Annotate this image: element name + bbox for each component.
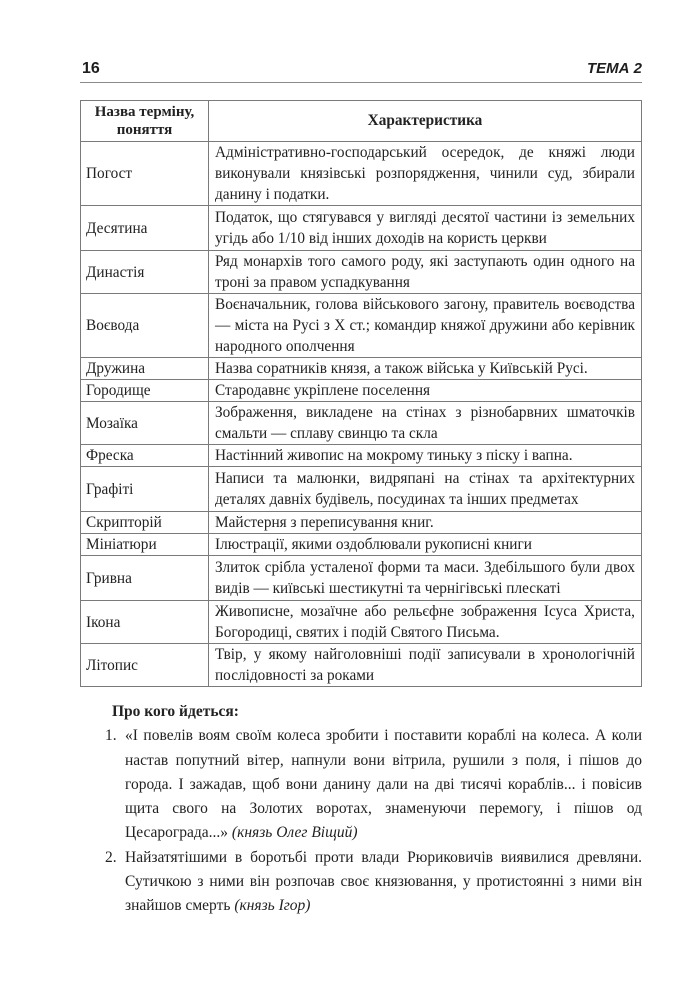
column-header-term: Назва терміну, поняття (81, 101, 209, 142)
table-row (81, 142, 642, 206)
question-item (80, 724, 642, 845)
description-cell: Злиток срібла усталеної форми та маси. Здебільшого були двох видів — київські шестикутні та чернігівські плескаті (209, 556, 642, 601)
term-cell: Мозаїка (81, 402, 209, 445)
table-row (81, 402, 642, 445)
table-row (81, 251, 642, 294)
description-cell: Живописне, мозаїчне або рельєфне зображення Ісуса Христа, Богородиці, святих і подій Святого Письма. (209, 601, 642, 644)
description-cell: Ряд монархів того самого роду, які заступають один одного на троні за правом успадкування (209, 251, 642, 294)
description-cell: Написи та малюнки, видряпані на стінах та архітектурних деталях давніх будівель, посудинах та інших предметах (209, 467, 642, 512)
table-row (81, 601, 642, 644)
term-cell: Десятина (81, 206, 209, 251)
question-number: 1. (105, 727, 117, 745)
question-number: 2. (105, 848, 117, 866)
description-cell: Майстерня з переписування книг. (209, 512, 642, 534)
term-cell: Мініатюри (81, 534, 209, 556)
table-row (81, 358, 642, 380)
running-head (80, 60, 642, 83)
question-item (80, 846, 642, 919)
term-cell: Літопис (81, 644, 209, 687)
question-text: «І повелів воям своїм колеса зробити і поставити кораблі на колеса. А коли настав попутний вітер, напнули вони вітрила, рушили з поля, і пішов до города. І зажадав, щоб вони данину дали на дві тисячі кораблів... і повісив щита свого на Золотих воротах, знаменуючи перемогу, і пішов од Цесарограда...» (125, 727, 642, 842)
term-cell: Погост (81, 142, 209, 206)
chapter-label: ТЕМА 2 (586, 60, 642, 77)
term-cell: Скрипторій (81, 512, 209, 534)
table-row (81, 445, 642, 467)
question-answer: (князь Олег Віщий) (231, 824, 358, 842)
term-cell: Графіті (81, 467, 209, 512)
question-text: Найзатятішими в боротьбі проти влади Рюриковичів виявилися древляни. Сутичкою з ними він розпочав своє князювання, у протистоянні з ними він знайшов смерть (125, 848, 642, 915)
page-number: 16 (82, 60, 100, 77)
description-cell: Адміністративно-господарський осередок, де княжі люди виконували князівські розпорядження, чинили суд, збирали данину і податки. (209, 142, 642, 206)
description-cell: Ілюстрації, якими оздоблювали рукописні книги (209, 534, 642, 556)
table-row (81, 556, 642, 601)
term-cell: Дружина (81, 358, 209, 380)
term-cell: Ікона (81, 601, 209, 644)
table-row (81, 644, 642, 687)
terms-table (80, 100, 642, 687)
term-cell: Городище (81, 380, 209, 402)
description-cell: Твір, у якому найголовніші події записували в хронологічній послідовності за роками (209, 644, 642, 687)
description-cell: Настінний живопис на мокрому тиньку з піску і вапна. (209, 445, 642, 467)
description-cell: Воєначальник, голова військового загону, правитель воєводства — міста на Русі з Х ст.; командир княжої дружини або керівник народного ополчення (209, 294, 642, 358)
table-row (81, 534, 642, 556)
table-row (81, 294, 642, 358)
question-answer: (князь Ігор) (234, 897, 311, 915)
column-header-description: Характеристика (209, 101, 642, 142)
term-cell: Фреска (81, 445, 209, 467)
description-cell: Податок, що стягувався у вигляді десятої частини із земельних угідь або 1/10 від інших доходів на користь церкви (209, 206, 642, 251)
questions-title: Про кого йдеться: (112, 703, 239, 720)
table-row (81, 512, 642, 534)
questions-section (80, 700, 642, 919)
description-cell: Стародавнє укріплене поселення (209, 380, 642, 402)
term-cell: Воєвода (81, 294, 209, 358)
table-header-row (81, 101, 642, 142)
description-cell: Зображення, викладене на стінах з різнобарвних шматочків смальти — сплаву свинцю та скла (209, 402, 642, 445)
table-row (81, 467, 642, 512)
description-cell: Назва соратників князя, а також війська у Київській Русі. (209, 358, 642, 380)
table-row (81, 206, 642, 251)
term-cell: Гривна (81, 556, 209, 601)
table-row (81, 380, 642, 402)
term-cell: Династія (81, 251, 209, 294)
